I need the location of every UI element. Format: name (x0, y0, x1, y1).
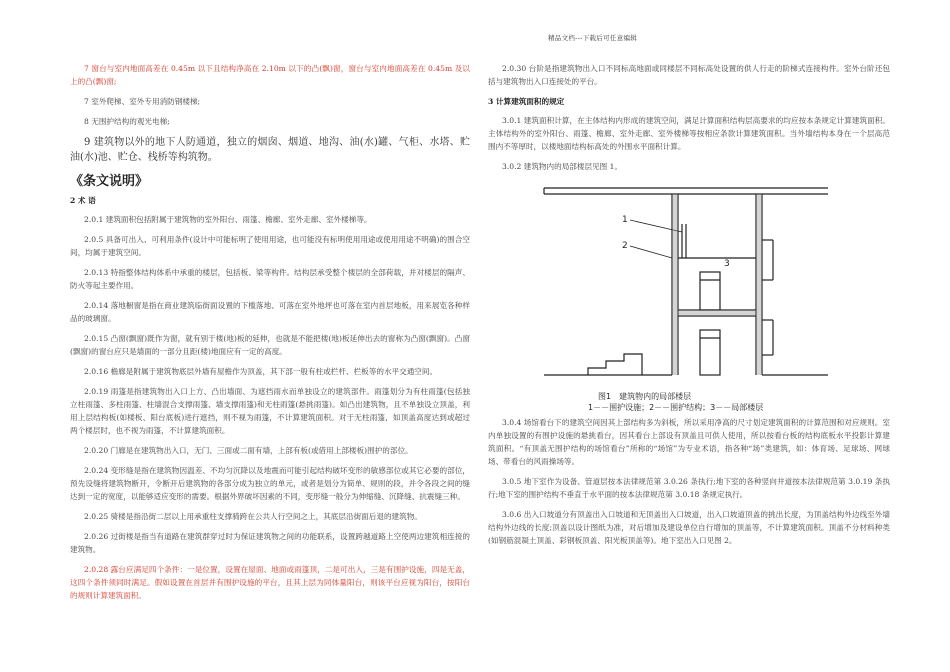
figure-caption: 图1 建筑物内的局部楼层 (598, 392, 692, 401)
clause-2-0-16: 2.0.16 檐廊是附属于建筑物底层外墙有屋檐作为顶盖，其下部一般有柱或栏杆、栏板等的水平交通空间。 (84, 367, 438, 376)
clause-2-0-24: 2.0.24 变形缝是指在建筑物因温差、不均匀沉降以及地震而可能引起结构破坏变形的敏感部位或其它必要的部位，预先设缝将建筑物断开，令断开后建筑物的各部分成为独立的单元，或者是划分为简单、规则的段，并令各段之间的缝达到一定的宽度，以能够适应变形的需要。根据外界破坏因素的不同，变形缝一般分为伸缩缝、沉降缝、抗震缝三种。 (70, 466, 470, 501)
section-title: 《条文说明》 (70, 174, 149, 189)
item-7-red: 7 窗台与室内地面高差在 0.45m 以下且结构净高在 2.10m 以下的凸(飘)窗，窗台与室内地面高差在 0.45m 及以上的凸(飘)窗; (70, 64, 470, 86)
clause-2-0-15: 2.0.15 凸窗(飘窗)既作为窗，就有别于楼(地)板的延伸，也就是不能把楼(地)板延伸出去的窗称为凸窗(飘窗)。凸窗(飘窗)的窗台应只是墙面的一部分且距(楼)地面应有一定的高度。 (70, 334, 470, 356)
figure-legend: 1－－围护设施；2－－围护结构；3－－局部楼层 (588, 403, 764, 412)
clause-3-0-2: 3.0.2 建筑物内的局部楼层见图 1。 (502, 162, 623, 171)
clause-2-0-13: 2.0.13 特指整体结构体系中承重的楼层，包括板、梁等构件。结构层承受整个楼层的全部荷载，并对楼层的隔声、防火等起主要作用。 (70, 268, 470, 290)
right-column (488, 62, 890, 554)
clause-2-0-20: 2.0.20 门廊是在建筑物出入口，无门、三面或二面有墙，上部有板(或借用上部楼板)围护的部位。 (84, 446, 413, 455)
section-heading: 2 术 语 (70, 196, 96, 205)
clause-2-0-25: 2.0.25 骑楼是指沿街二层以上用承重柱支撑骑跨在公共人行空间之上，其底层沿街面后退的建筑物。 (84, 512, 422, 521)
left-column (70, 62, 470, 609)
clause-3-0-6: 3.0.6 出入口坡道分有顶盖出入口坡道和无顶盖出入口坡道，出入口坡道顶盖的挑出长度，为顶盖结构外边线至外墙结构外边线的长度;顶盖以设计图纸为准，对后增加及建设单位自行增加的顶盖等，不计算建筑面积。顶盖不分材料种类(如钢筋混凝土顶盖、彩钢板顶盖、阳光板顶盖等)。地下室出入口见图 2。 (488, 510, 890, 545)
clause-3-0-1: 3.0.1 建筑面积计算，在主体结构内形成的建筑空间，满足计算面积结构层高要求的均应按本条规定计算建筑面积。主体结构外的室外阳台、雨篷、檐廊、室外走廊、室外楼梯等按相应条款计算建筑面积。当外墙结构本身在一个层高范围内不等厚时，以楼地面结构标高处的外围水平面积计算。 (488, 116, 890, 151)
figure-1-drawing (488, 180, 890, 390)
clause-2-0-19: 2.0.19 雨篷是指建筑物出入口上方、凸出墙面、为遮挡雨水而单独设立的建筑部件。雨篷划分为有柱雨篷(包括独立柱雨篷、多柱雨篷、柱墙混合支撑雨篷、墙支撑雨篷)和无柱雨篷(悬挑雨篷)。如凸出建筑物，且不单独设立顶盖，利用上层结构板(如楼板、阳台底板)进行遮挡，则不视为雨篷，不计算建筑面积。对于无柱雨篷，如顶盖高度达到或超过两个楼层时，也不视为雨篷，不计算建筑面积。 (70, 387, 470, 435)
figure-label-3: 3 (724, 259, 730, 269)
page-header: 精品文档---下载后可任意编辑 (548, 34, 638, 42)
clause-3-0-4: 3.0.4 场馆看台下的建筑空间因其上部结构多为斜板，所以采用净高的尺寸划定建筑面积的计算范围和对应规则。室内单独设置的有围护设施的悬挑看台，因其看台上部设有顶盖且可供人使用，所以按看台板的结构底板水平投影计算建筑面积。“有顶盖无围护结构的场馆看台”所称的“场馆”为专业术语，指各种“场”类建筑，如：体育场、足球场、网球场、带看台的风雨操场等。 (488, 418, 890, 466)
clause-2-0-28-red: 2.0.28 露台应满足四个条件：一是位置，设置在屋面、地面或雨篷顶，二是可出入，三是有围护设施，四是无盖，这四个条件须同时满足。假如设置在首层并有围护设施的平台，且其上层为同体量阳台，则该平台应视为阳台，按阳台的规则计算建筑面积。 (70, 565, 470, 600)
figure-label-1: 1 (622, 215, 628, 225)
item-9: 9 建筑物以外的地下人防通道，独立的烟囱、烟道、地沟、油(水)罐、气柜、水塔、贮油(水)池、贮仓、栈桥等构筑物。 (70, 137, 470, 163)
clause-2-0-14: 2.0.14 落地橱窗是指在商业建筑临街面设置的下槛落地、可落在室外地坪也可落在室内首层地板，用来展览各种样品的玻璃窗。 (70, 301, 470, 323)
item-8: 8 无围护结构的观光电梯; (84, 117, 170, 126)
section-3-heading: 3 计算建筑面积的规定 (488, 97, 565, 106)
clause-2-0-30: 2.0.30 台阶是指建筑物出入口不同标高地面或同楼层不同标高处设置的供人行走的阶梯式连接构件。室外台阶还包括与建筑物出入口连接处的平台。 (488, 64, 890, 86)
figure-1 (488, 180, 890, 412)
item-7: 7 室外爬梯、室外专用消防钢楼梯; (84, 97, 201, 106)
clause-3-0-5: 3.0.5 地下室作为设备、管道层按本法律规范第 3.0.26 条执行;地下室的各种竖向井道按本法律规范第 3.0.19 条执行;地下室的围护结构不垂直于水平面的按本法律规范第 3.0.18 条规定执行。 (488, 477, 890, 499)
clause-2-0-1: 2.0.1 建筑面积包括附属于建筑物的室外阳台、雨篷、檐廊、室外走廊、室外楼梯等。 (84, 215, 372, 224)
clause-2-0-26: 2.0.26 过街楼是指当有道路在建筑群穿过时为保证建筑物之间的功能联系，设置跨越道路上空使两边建筑相连接的建筑物。 (70, 532, 470, 554)
figure-label-2: 2 (622, 241, 628, 251)
clause-2-0-5: 2.0.5 具备可出入、可利用条件(设计中可能标明了使用用途，也可能没有标明使用用途或使用用途不明确)的围合空间，均属于建筑空间。 (70, 235, 470, 257)
